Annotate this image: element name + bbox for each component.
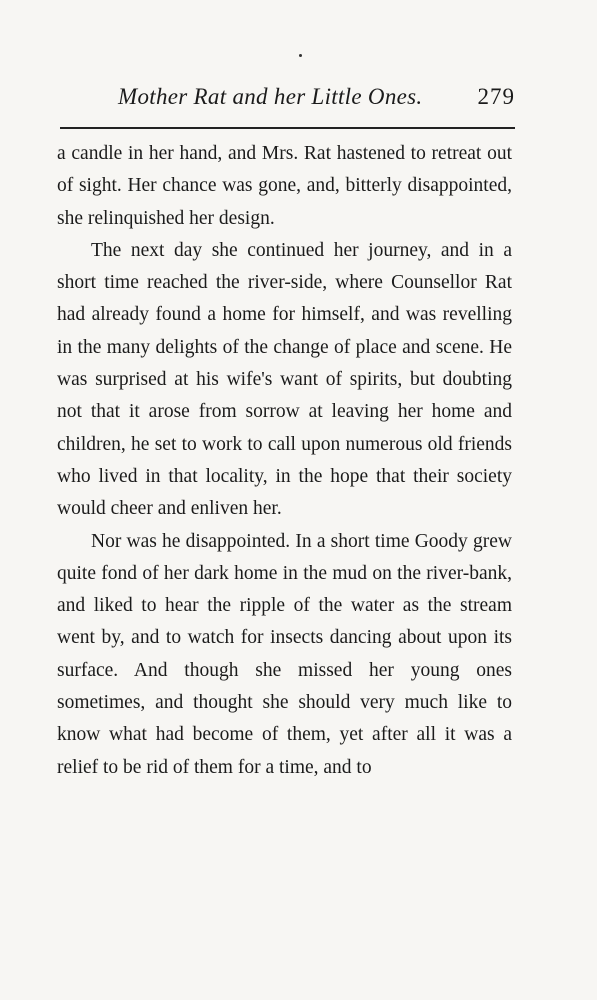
paragraph: The next day she continued her journey, and in a short time reached the river-side, where Counsellor Rat had already found a home for himself, and was revelling in the many delights of the change of place and scene. He was surprised at his wife's want of spirits, but doubting not that it arose from sorrow at leaving her home and children, he set to work to call upon numerous old friends who lived in that locality, in the hope that their society would cheer and enliven her. bbox=[57, 239, 512, 520]
body-text bbox=[57, 138, 512, 784]
paragraph: Nor was he disappointed. In a short time Goody grew quite fond of her dark home in the mud on the river-bank, and liked to hear the ripple of the water as the stream went by, and to watch for insects dancing about upon its surface. And though she missed her young ones sometimes, and thought she should very much like to know what had become of them, yet after all it was a relief to be rid of them for a time, and to bbox=[57, 530, 512, 778]
page-number: 279 bbox=[477, 84, 515, 109]
paragraph-continued: a candle in her hand, and Mrs. Rat hastened to retreat out of sight. Her chance was gone, and, bitterly disappointed, she relinquished her design. bbox=[57, 143, 512, 229]
running-head bbox=[60, 84, 515, 124]
header-rule bbox=[60, 127, 515, 129]
print-speck bbox=[299, 54, 302, 57]
running-title: Mother Rat and her Little Ones. bbox=[118, 84, 423, 109]
